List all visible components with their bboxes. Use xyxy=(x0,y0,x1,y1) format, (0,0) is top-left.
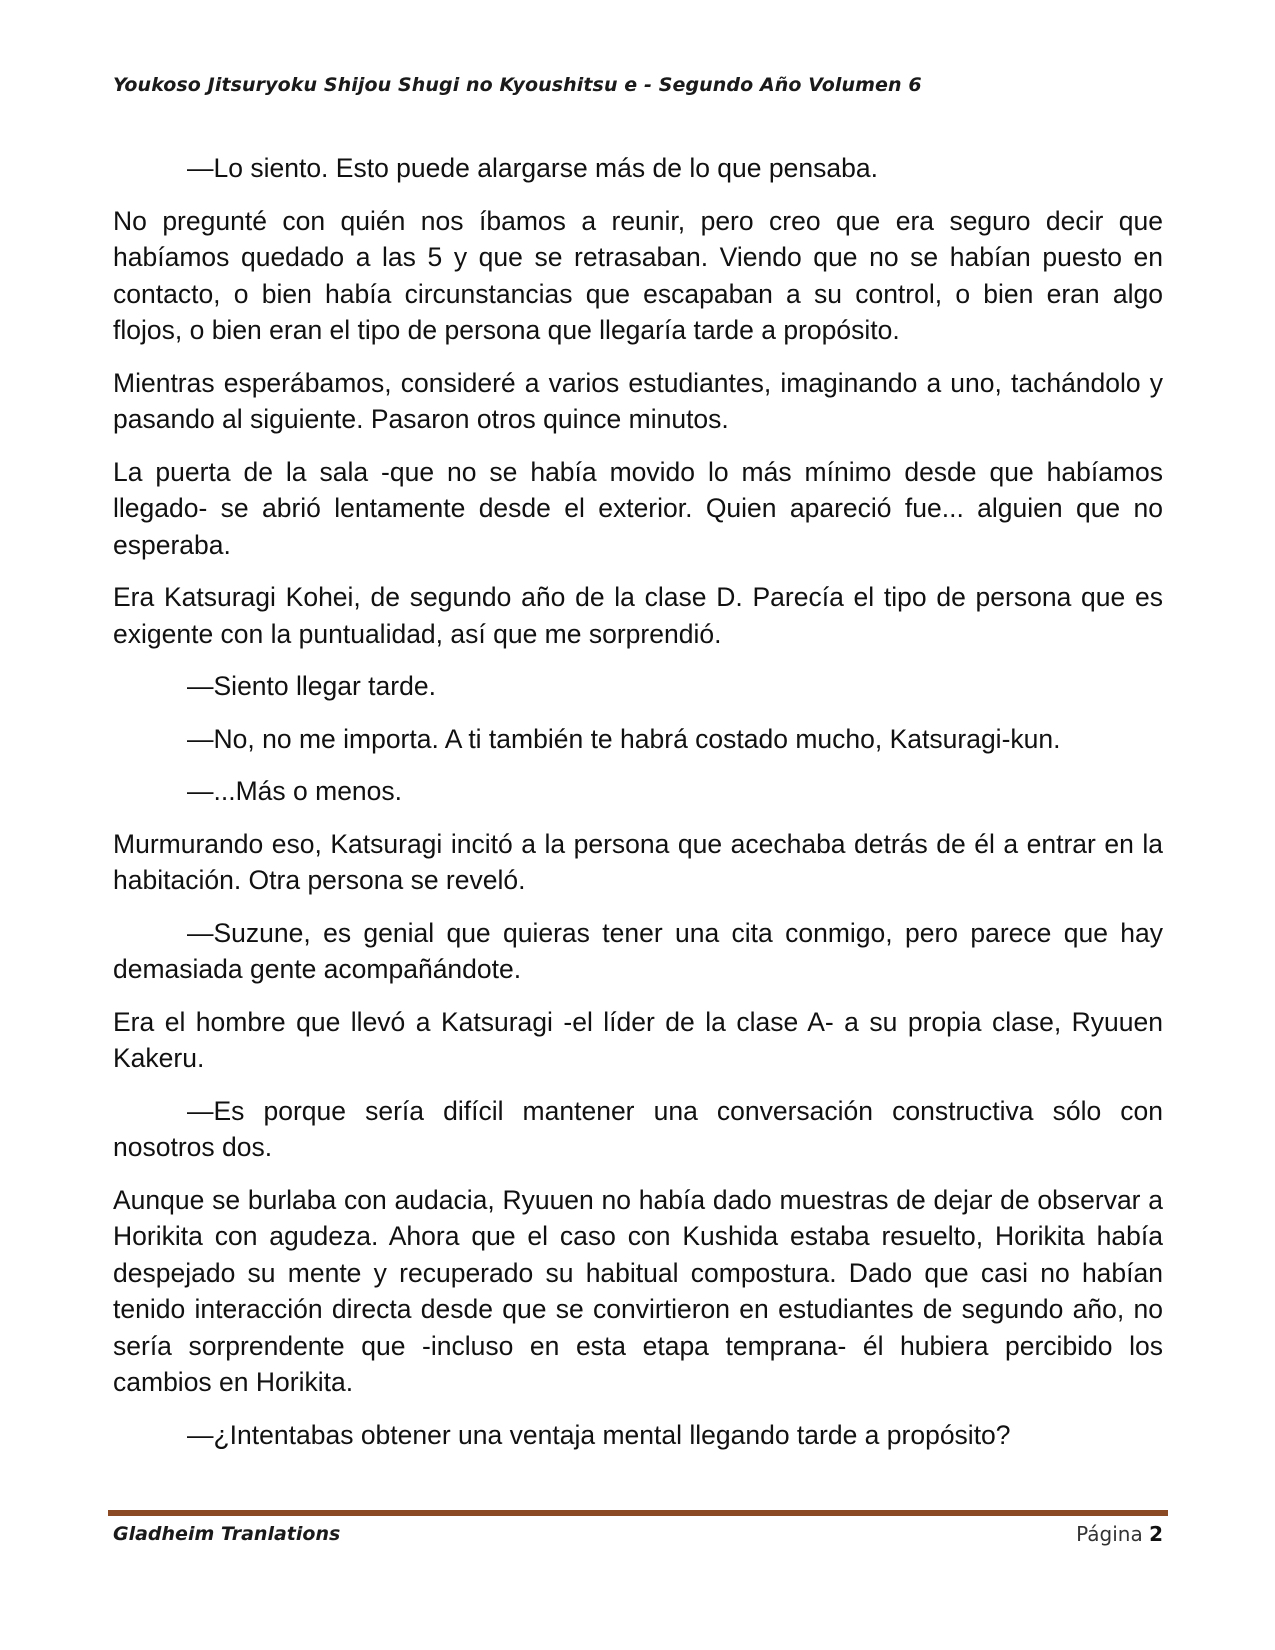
paragraph: Era el hombre que llevó a Katsuragi -el líder de la clase A- a su propia clase, Ryuuen Kakeru. xyxy=(113,1006,1163,1073)
paragraph: La puerta de la sala -que no se había movido lo más mínimo desde que habíamos llegado- se abrió lentamente desde el exterior. Quien apareció fue... alguien que no esperaba. xyxy=(113,456,1163,560)
paragraph: No pregunté con quién nos íbamos a reunir, pero creo que era seguro decir que habíamos quedado a las 5 y que se retrasaban. Viendo que no se habían puesto en contacto, o bien había circunstancias que escapaban a su control, o bien eran algo flojos, o bien eran el tipo de persona que llegaría tarde a propósito. xyxy=(113,205,1163,345)
page-number-value: 2 xyxy=(1149,1522,1163,1546)
page-label: Página xyxy=(1076,1522,1143,1546)
footer-rule xyxy=(108,1510,1168,1516)
paragraph: —Es porque sería difícil mantener una conversación constructiva sólo con nosotros dos. xyxy=(113,1095,1163,1162)
paragraph: —¿Intentabas obtener una ventaja mental llegando tarde a propósito? xyxy=(187,1419,1011,1450)
paragraph: Era Katsuragi Kohei, de segundo año de la clase D. Parecía el tipo de persona que es exigente con la puntualidad, así que me sorprendió. xyxy=(113,582,1163,649)
running-header: Youkoso Jitsuryoku Shijou Shugi no Kyoushitsu e - Segundo Año Volumen 6 xyxy=(113,74,922,96)
paragraph: Mientras esperábamos, consideré a varios estudiantes, imaginando a uno, tachándolo y pasando al siguiente. Pasaron otros quince minutos. xyxy=(113,367,1163,434)
paragraph: —Siento llegar tarde. xyxy=(187,671,436,701)
paragraph: —Lo siento. Esto puede alargarse más de lo que pensaba. xyxy=(187,153,878,183)
page-number xyxy=(1076,1522,1163,1546)
paragraph: —...Más o menos. xyxy=(187,776,403,806)
footer-credit: Gladheim Tranlations xyxy=(113,1523,341,1545)
paragraph: —Suzune, es genial que quieras tener una cita conmigo, pero parece que hay demasiada gente acompañándote. xyxy=(113,917,1163,984)
paragraph: —No, no me importa. A ti también te habrá costado mucho, Katsuragi-kun. xyxy=(187,723,1061,754)
body-text xyxy=(113,150,1163,1469)
paragraph: Murmurando eso, Katsuragi incitó a la persona que acechaba detrás de él a entrar en la habitación. Otra persona se reveló. xyxy=(113,828,1163,895)
paragraph: Aunque se burlaba con audacia, Ryuuen no había dado muestras de dejar de observar a Horikita con agudeza. Ahora que el caso con Kushida estaba resuelto, Horikita había despejado su mente y recuperado su habitual compostura. Dado que casi no habían tenido interacción directa desde que se convirtieron en estudiantes de segundo año, no sería sorprendente que -incluso en esta etapa temprana- él hubiera percibido los cambios en Horikita. xyxy=(113,1184,1163,1397)
